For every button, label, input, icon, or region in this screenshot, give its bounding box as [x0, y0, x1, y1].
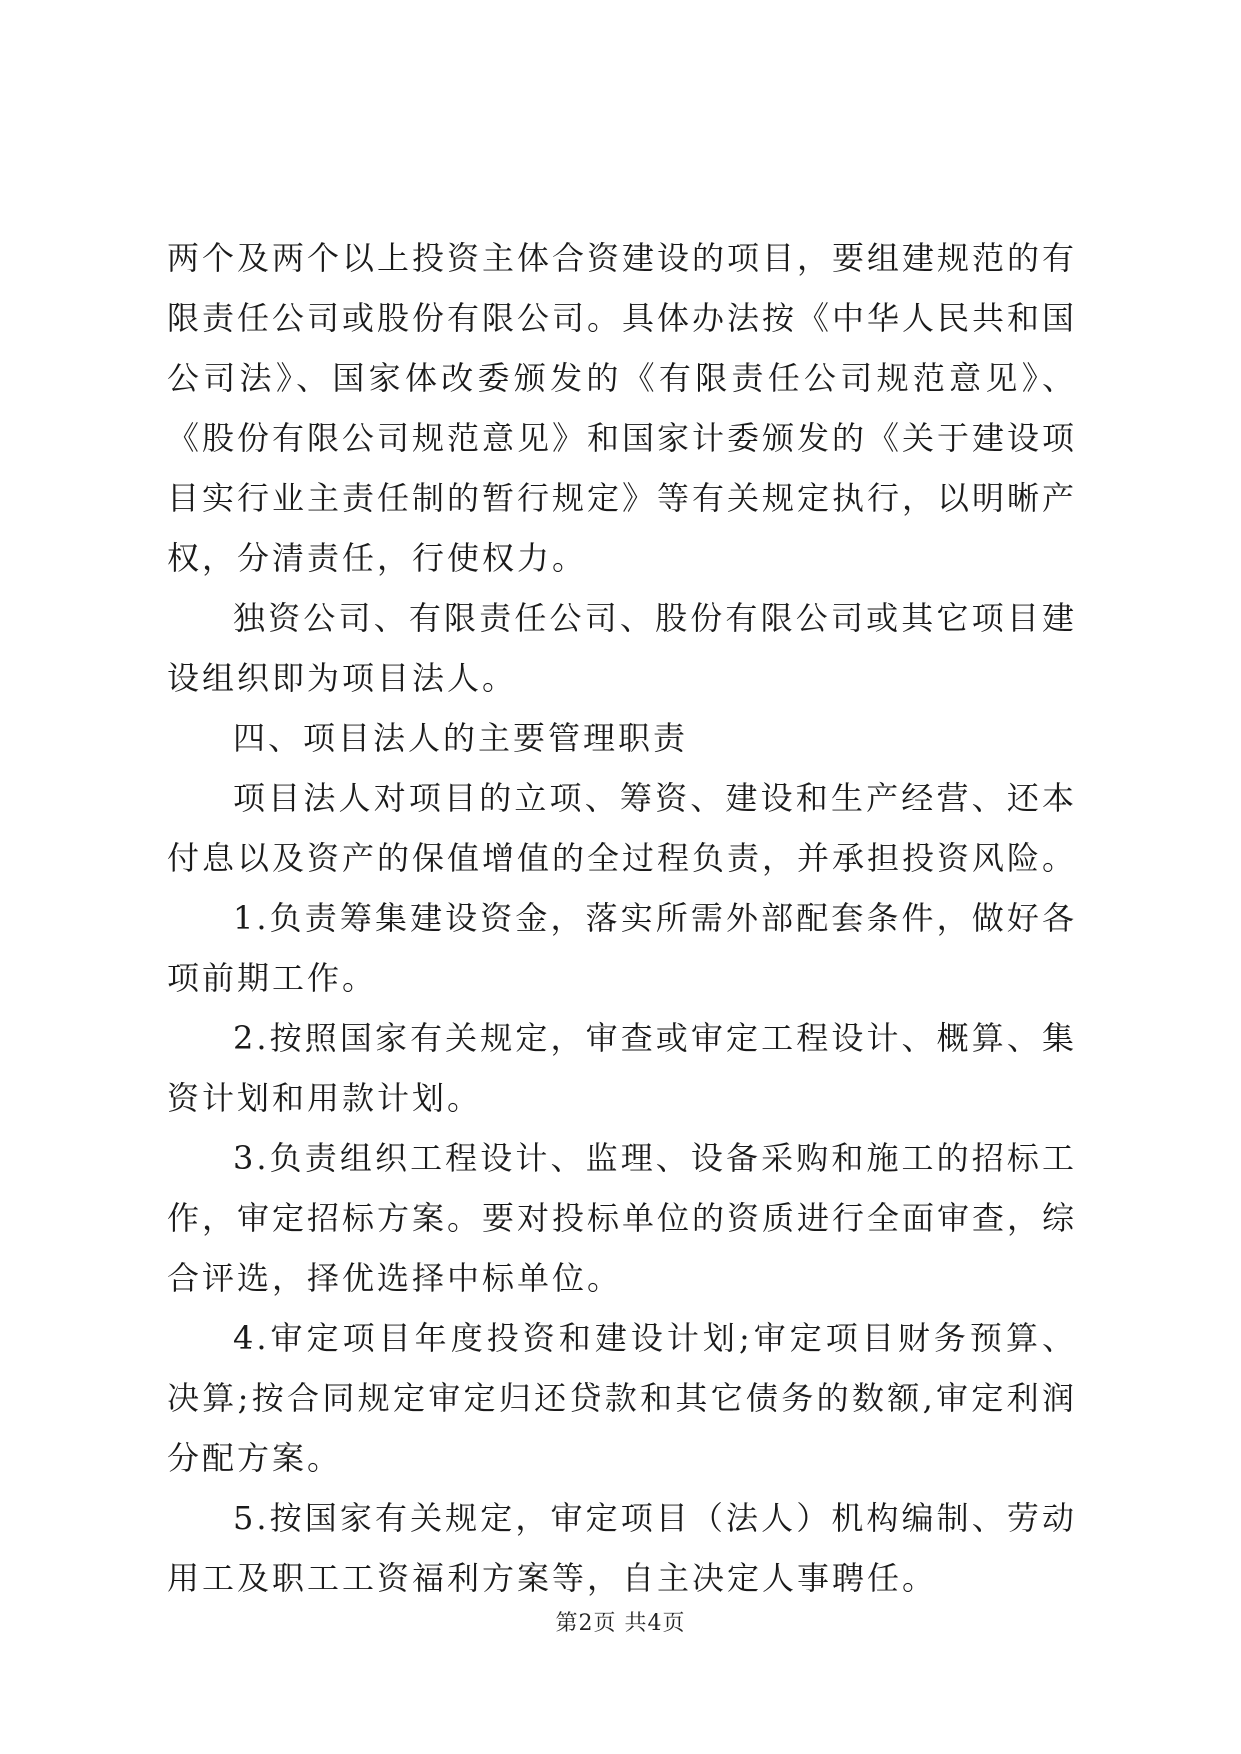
section-heading: 四、项目法人的主要管理职责	[233, 719, 689, 757]
document-body	[167, 228, 1077, 1608]
list-item-1: 1.负责筹集建设资金，落实所需外部配套条件，做好各项前期工作。	[167, 899, 1077, 997]
list-item-5: 5.按国家有关规定，审定项目（法人）机构编制、劳动用工及职工工资福利方案等，自主决定人事聘任。	[167, 1499, 1077, 1597]
list-item-4: 4.审定项目年度投资和建设计划;审定项目财务预算、决算;按合同规定审定归还贷款和其它债务的数额,审定利润分配方案。	[167, 1319, 1077, 1477]
paragraph-responsibilities-intro: 项目法人对项目的立项、筹资、建设和生产经营、还本付息以及资产的保值增值的全过程负责，并承担投资风险。	[167, 779, 1078, 877]
page-number-footer: 第2页 共4页	[555, 1611, 686, 1636]
list-item-3: 3.负责组织工程设计、监理、设备采购和施工的招标工作，审定招标方案。要对投标单位的资质进行全面审查，综合评选，择优选择中标单位。	[167, 1139, 1078, 1297]
paragraph-project-legal-person: 独资公司、有限责任公司、股份有限公司或其它项目建设组织即为项目法人。	[167, 599, 1077, 697]
paragraph-continuation: 两个及两个以上投资主体合资建设的项目，要组建规范的有限责任公司或股份有限公司。具体办法按《中华人民共和国公司法》、国家体改委颁发的《有限责任公司规范意见》、《股份有限公司规范意见》和国家计委颁发的《关于建设项目实行业主责任制的暂行规定》等有关规定执行，以明晰产权，分清责任，行使权力。	[167, 239, 1078, 577]
list-item-2: 2.按照国家有关规定，审查或审定工程设计、概算、集资计划和用款计划。	[167, 1019, 1077, 1117]
